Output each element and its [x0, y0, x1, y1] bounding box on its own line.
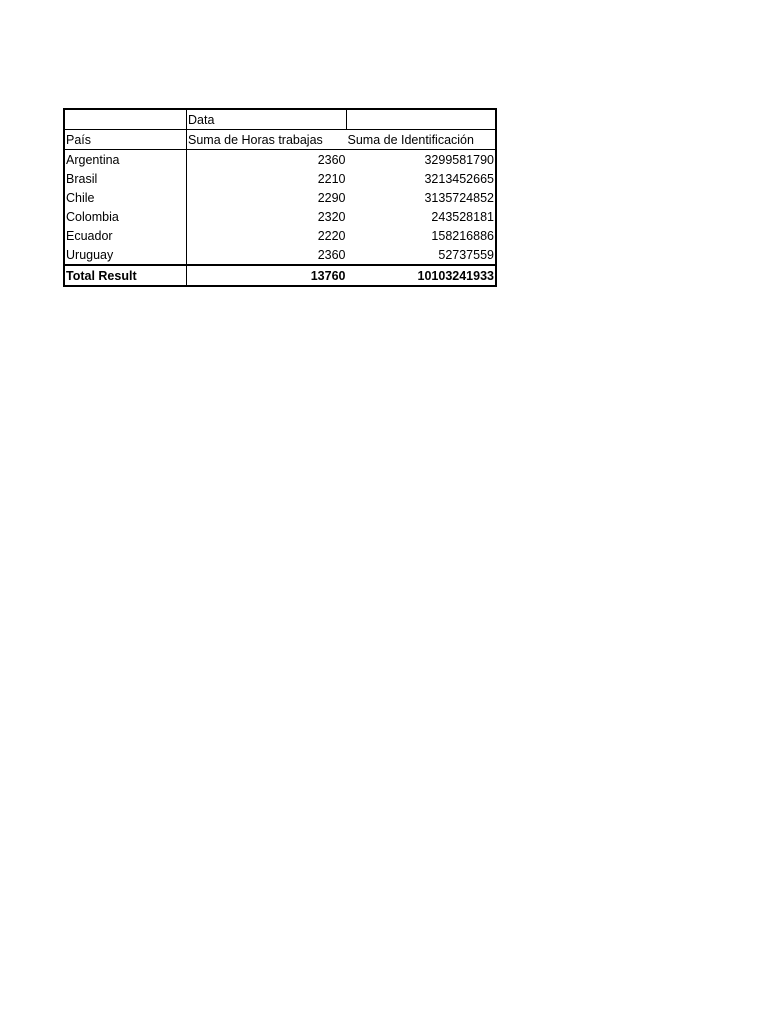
country-cell[interactable]: Chile: [66, 190, 95, 205]
country-cell[interactable]: Ecuador: [66, 228, 113, 243]
table-row: [64, 245, 496, 265]
hours-cell[interactable]: 2360: [187, 245, 347, 265]
table-row: [64, 226, 496, 245]
country-cell[interactable]: Brasil: [66, 171, 98, 186]
hours-cell[interactable]: 2290: [187, 188, 347, 207]
hours-column-header[interactable]: Suma de Horas trabajas: [187, 130, 347, 150]
ident-cell[interactable]: 243528181: [431, 209, 494, 224]
hours-cell[interactable]: 2220: [187, 226, 347, 245]
total-row: [64, 265, 496, 286]
ident-cell[interactable]: 3213452665: [424, 171, 494, 186]
pivot-table: [63, 108, 497, 287]
hours-cell[interactable]: 2210: [187, 169, 347, 188]
table-row: [64, 169, 496, 188]
total-label-cell[interactable]: Total Result: [64, 265, 187, 286]
country-cell[interactable]: Argentina: [66, 152, 120, 167]
ident-cell[interactable]: 52737559: [438, 247, 494, 262]
empty-header-cell[interactable]: [347, 109, 497, 130]
pivot-data-row: [64, 109, 496, 130]
country-cell[interactable]: Uruguay: [66, 247, 114, 262]
table-row: [64, 188, 496, 207]
row-field-header[interactable]: País: [66, 132, 92, 147]
country-cell[interactable]: Colombia: [66, 209, 119, 224]
pivot-header-row: [64, 130, 496, 150]
ident-column-header[interactable]: Suma de Identificación: [347, 132, 474, 147]
ident-cell[interactable]: 3135724852: [424, 190, 494, 205]
table-row: [64, 207, 496, 226]
hours-cell[interactable]: 2320: [187, 207, 347, 226]
total-ident-cell[interactable]: 10103241933: [347, 265, 497, 286]
total-hours-cell[interactable]: 13760: [187, 265, 347, 286]
hours-cell[interactable]: 2360: [187, 150, 347, 170]
table-row: [64, 150, 496, 170]
empty-corner-cell[interactable]: [64, 109, 187, 130]
ident-cell[interactable]: 3299581790: [424, 152, 494, 167]
ident-cell[interactable]: 158216886: [431, 228, 494, 243]
data-label-cell[interactable]: Data: [187, 109, 347, 130]
